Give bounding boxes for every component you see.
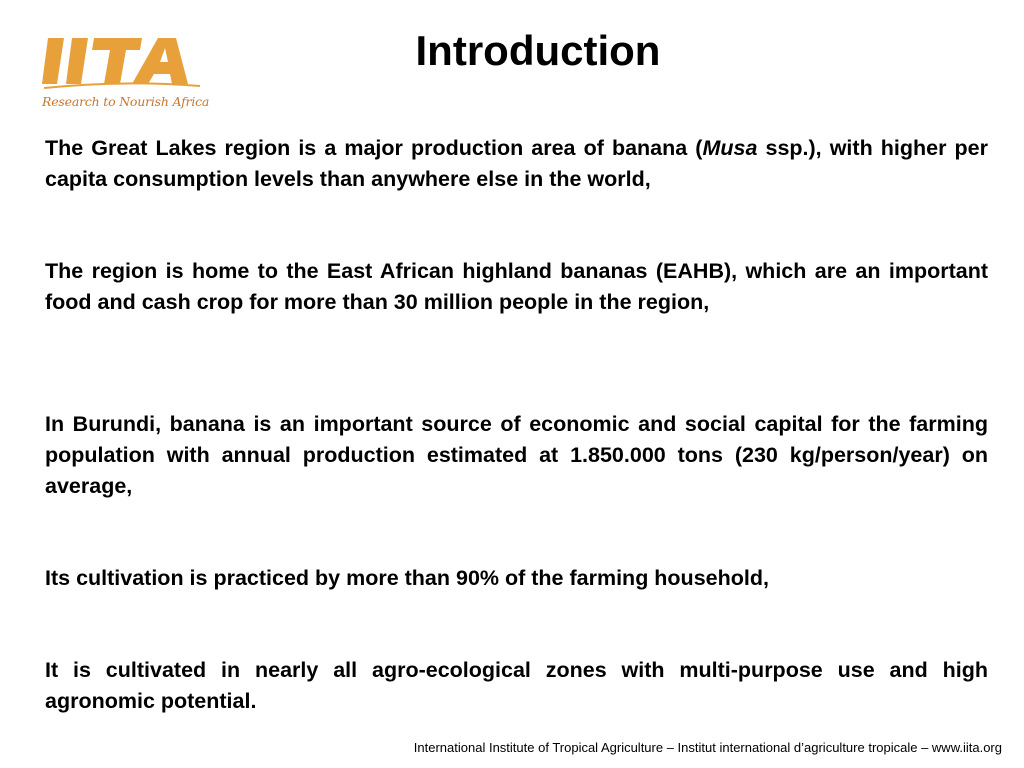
paragraph-burundi: In Burundi, banana is an important source of economic and social capital for the farming population with annual production estimated at 1.850.000 tons (230 kg/person/year) on average, <box>45 412 988 498</box>
logo-swoosh <box>44 83 200 88</box>
logo-letter-t <box>92 38 142 84</box>
logo-letter-i-1 <box>42 38 64 84</box>
paragraph-great-lakes <box>45 133 988 195</box>
footer-text: International Institute of Tropical Agriculture – Institut international d’agriculture tropicale – www.iita.org <box>413 740 1002 755</box>
logo-letter-i-2 <box>66 38 88 84</box>
iita-logo <box>38 30 208 116</box>
paragraph-text: The Great Lakes region is a major production area of banana ( <box>45 136 703 160</box>
logo-tagline: Research to Nourish Africa <box>42 94 210 109</box>
italic-genus-name: Musa <box>702 136 758 160</box>
paragraph-zones: It is cultivated in nearly all agro-ecological zones with multi-purpose use and high agronomic potential. <box>45 658 988 713</box>
slide-title: Introduction <box>415 27 661 74</box>
paragraph-text: ssp.), with higher per capita consumption levels than anywhere else in the world, <box>45 136 988 191</box>
paragraph-cultivation: Its cultivation is practiced by more than 90% of the farming household, <box>45 566 769 590</box>
paragraph-eahb: The region is home to the East African highland bananas (EAHB), which are an important food and cash crop for more than 30 million people in the region, <box>45 259 988 314</box>
iita-wordmark-logo <box>42 34 202 90</box>
